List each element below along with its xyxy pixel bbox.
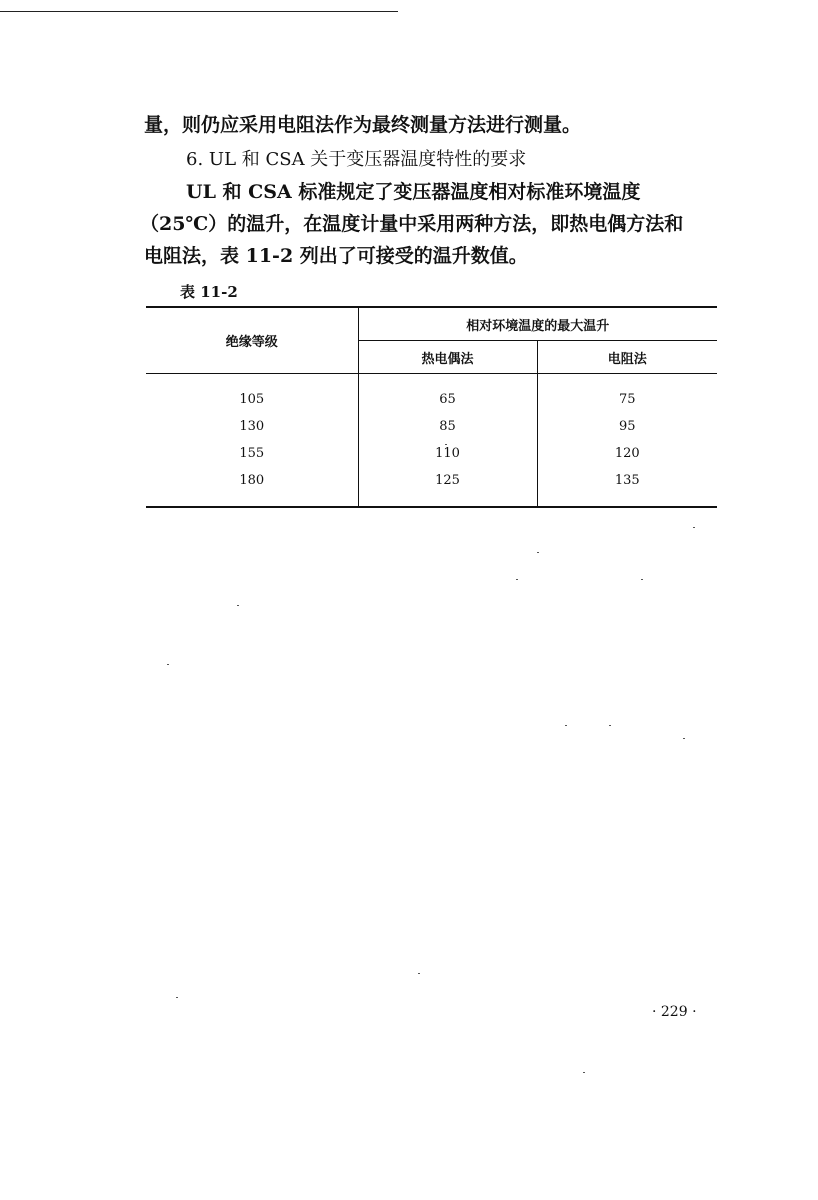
header-thermocouple-method: 热电偶法	[358, 341, 537, 374]
paragraph-continuation: 量，则仍应采用电阻法作为最终测量方法进行测量。	[144, 114, 582, 136]
top-scan-rule	[0, 11, 398, 12]
cell-resistance: 75	[618, 392, 636, 407]
scan-speck	[445, 444, 447, 445]
cell-thermocouple: 65	[358, 374, 537, 414]
cell-resistance: 120	[614, 446, 640, 461]
cell-insulation-class: 105	[146, 374, 358, 414]
table-row	[146, 467, 717, 507]
scan-speck	[641, 579, 643, 580]
cell-resistance: 135	[537, 467, 717, 507]
table-row	[146, 374, 717, 414]
cell-insulation-class: 180	[146, 467, 358, 507]
section-heading: 6. UL 和 CSA 关于变压器温度特性的要求	[186, 149, 527, 170]
scan-speck	[693, 527, 695, 528]
scan-speck	[237, 605, 239, 606]
temperature-rise-table	[146, 306, 717, 508]
cell-thermocouple: 110	[358, 440, 537, 467]
cell-thermocouple: 85	[358, 413, 537, 440]
table-row	[146, 440, 717, 467]
cell-insulation-class: 155	[146, 440, 358, 467]
table-row	[146, 413, 717, 440]
scan-speck	[418, 973, 420, 974]
cell-resistance: 95	[618, 419, 636, 434]
header-resistance-method: 电阻法	[537, 341, 717, 374]
page-number: · 229 ·	[652, 1004, 697, 1020]
scan-speck	[683, 738, 685, 739]
paragraph-line-3: 电阻法，表 11-2 列出了可接受的温升数值。	[144, 245, 528, 267]
scan-speck	[176, 997, 178, 998]
cell-insulation-class: 130	[146, 413, 358, 440]
scan-speck	[167, 664, 169, 665]
paragraph-line-1: UL 和 CSA 标准规定了变压器温度相对标准环境温度	[186, 181, 641, 203]
scan-speck	[516, 579, 518, 580]
table-caption: 表 11-2	[180, 283, 238, 301]
cell-thermocouple: 125	[358, 467, 537, 507]
scan-speck	[537, 552, 539, 553]
scan-speck	[565, 725, 567, 726]
scan-speck	[583, 1072, 585, 1073]
scan-speck	[609, 725, 611, 726]
header-insulation-class: 绝缘等级	[146, 307, 358, 374]
header-max-temperature-rise: 相对环境温度的最大温升	[358, 307, 717, 341]
paragraph-line-2: （25℃）的温升，在温度计量中采用两种方法，即热电偶方法和	[140, 213, 684, 235]
